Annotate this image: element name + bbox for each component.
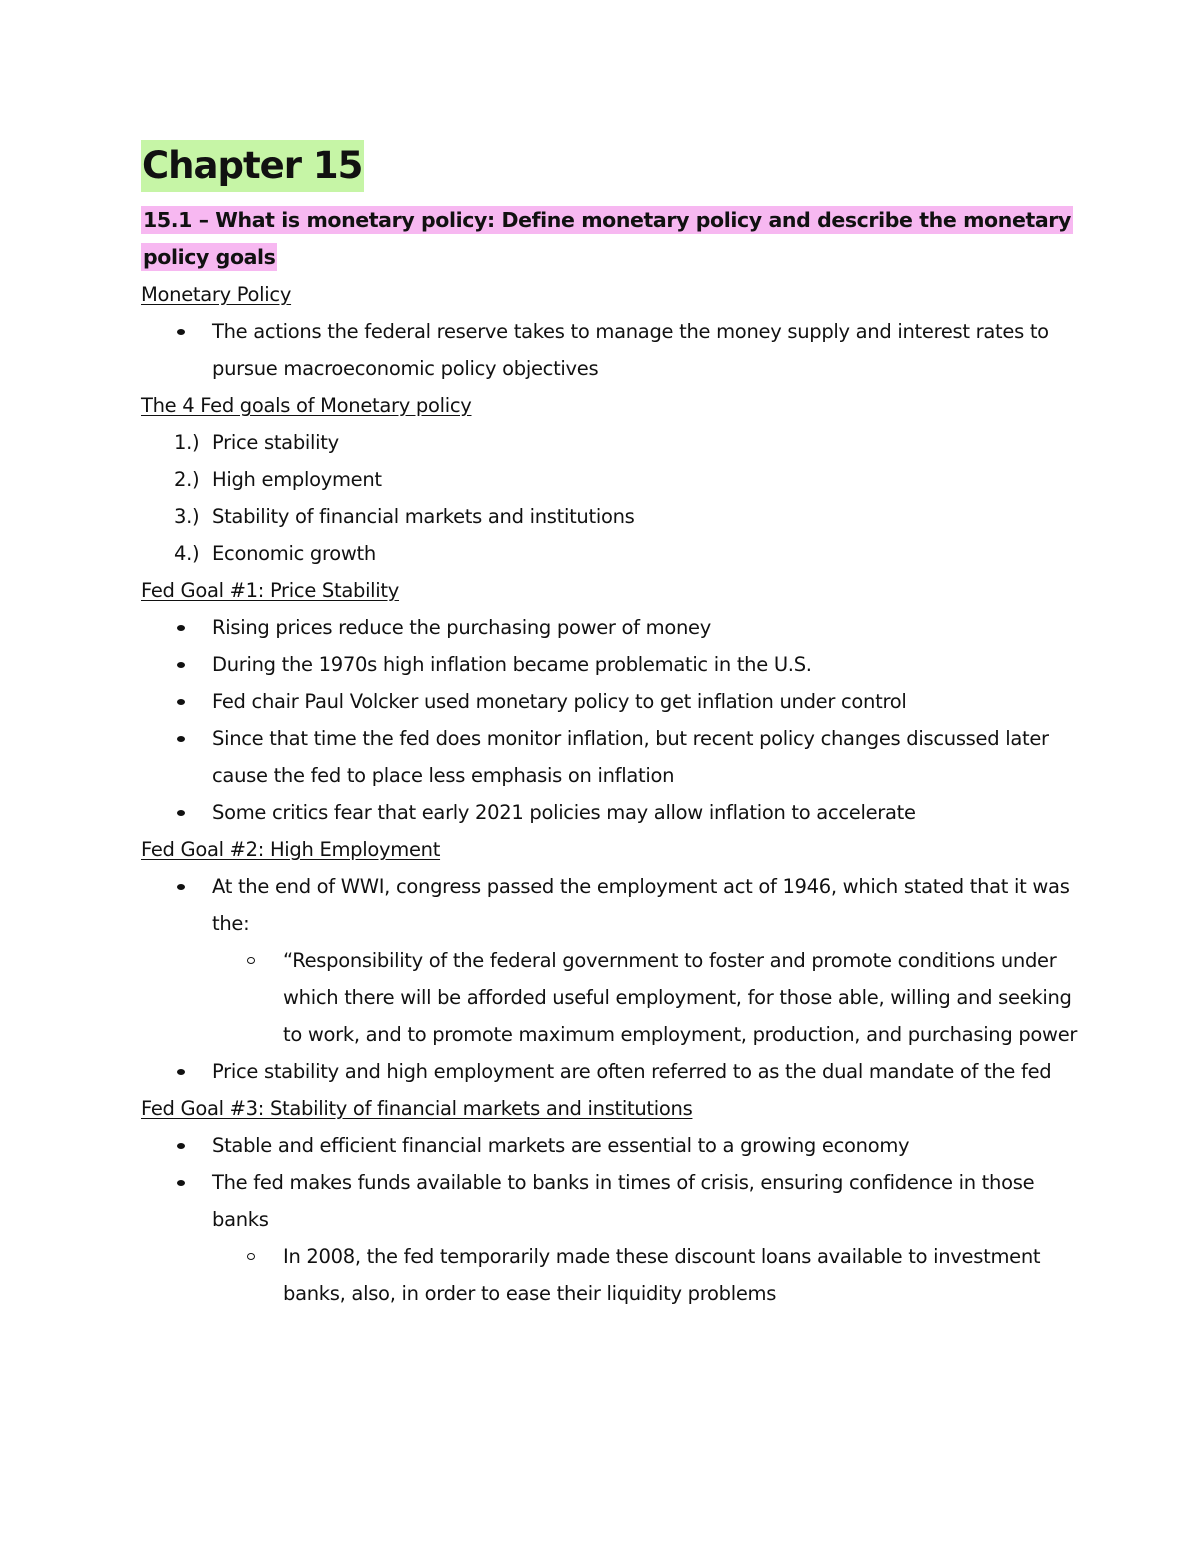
goal3-heading: Fed Goal #3: Stability of financial markets and institutions xyxy=(141,1097,693,1120)
list-item: Fed chair Paul Volcker used monetary policy to get inflation under control xyxy=(141,683,1081,720)
list-item-text: Economic growth xyxy=(212,542,376,565)
list-number: 3.) xyxy=(174,505,200,528)
list-item xyxy=(141,461,1081,498)
list-item xyxy=(141,424,1081,461)
monetary-policy-heading: Monetary Policy xyxy=(141,283,292,306)
goal3-sublist xyxy=(141,1238,1081,1312)
list-item: Since that time the fed does monitor inflation, but recent policy changes discussed later cause the fed to place less emphasis on inflation xyxy=(141,720,1081,794)
list-item: At the end of WWI, congress passed the employment act of 1946, which stated that it was the: xyxy=(141,868,1081,942)
goal1-heading: Fed Goal #1: Price Stability xyxy=(141,579,400,602)
section-heading-text: 15.1 – What is monetary policy: Define monetary policy and describe the monetary policy goals xyxy=(143,208,1071,269)
monetary-policy-list xyxy=(141,313,1081,387)
list-item: Stable and efficient financial markets are essential to a growing economy xyxy=(141,1127,1081,1164)
goal2-list-cont xyxy=(141,1053,1081,1090)
goal3-list xyxy=(141,1127,1081,1238)
list-item: The fed makes funds available to banks in times of crisis, ensuring confidence in those banks xyxy=(141,1164,1081,1238)
section-heading xyxy=(141,202,1081,276)
list-number: 2.) xyxy=(174,468,200,491)
sub-list-item: “Responsibility of the federal government to foster and promote conditions under which there will be afforded useful employment, for those able, willing and seeking to work, and to promote maximum employment, production, and purchasing power xyxy=(141,942,1081,1053)
list-item xyxy=(141,498,1081,535)
goal1-list xyxy=(141,609,1081,831)
list-item: Some critics fear that early 2021 policies may allow inflation to accelerate xyxy=(141,794,1081,831)
goal2-sublist xyxy=(141,942,1081,1053)
goal2-heading: Fed Goal #2: High Employment xyxy=(141,838,441,861)
list-number: 1.) xyxy=(174,431,200,454)
fed-goals-list xyxy=(141,424,1081,572)
list-item: Price stability and high employment are often referred to as the dual mandate of the fed xyxy=(141,1053,1081,1090)
list-item-text: High employment xyxy=(212,468,382,491)
fed-goals-heading: The 4 Fed goals of Monetary policy xyxy=(141,394,472,417)
list-item: During the 1970s high inflation became problematic in the U.S. xyxy=(141,646,1081,683)
goal2-list xyxy=(141,868,1081,942)
list-item: The actions the federal reserve takes to manage the money supply and interest rates to pursue macroeconomic policy objectives xyxy=(141,313,1081,387)
list-item xyxy=(141,535,1081,572)
list-item: Rising prices reduce the purchasing power of money xyxy=(141,609,1081,646)
list-item-text: Price stability xyxy=(212,431,339,454)
chapter-title: Chapter 15 xyxy=(141,140,364,192)
list-item-text: Stability of financial markets and institutions xyxy=(212,505,635,528)
document-page xyxy=(141,140,1081,1312)
list-number: 4.) xyxy=(174,542,200,565)
sub-list-item: In 2008, the fed temporarily made these discount loans available to investment banks, also, in order to ease their liquidity problems xyxy=(141,1238,1081,1312)
